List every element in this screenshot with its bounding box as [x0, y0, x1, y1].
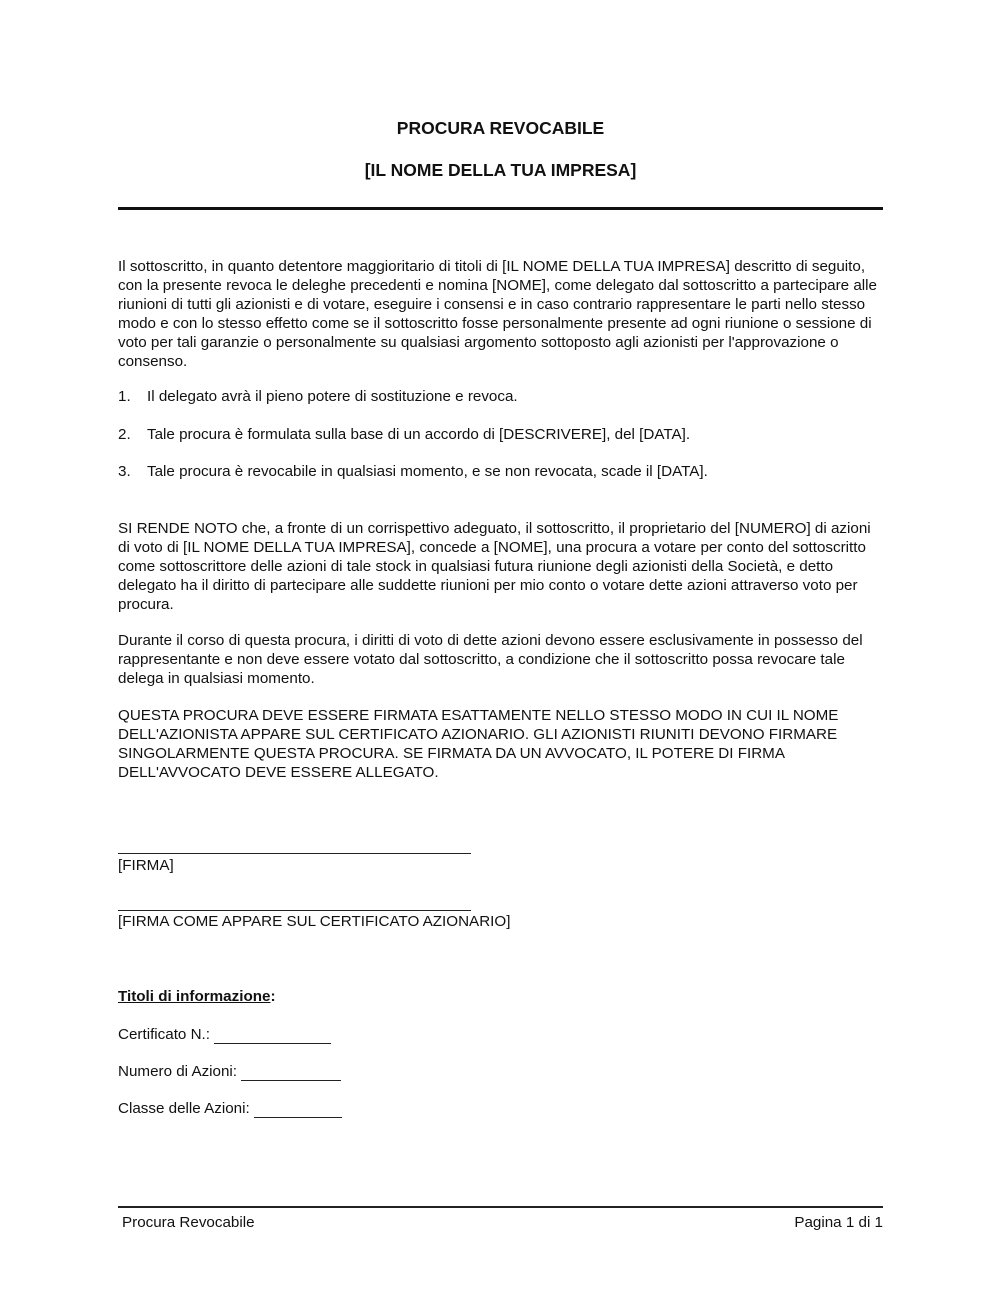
document-title: PROCURA REVOCABILE	[396, 118, 605, 138]
info-heading-text: Titoli di informazione	[118, 988, 271, 1005]
certificate-signature-label: [FIRMA COME APPARE SUL CERTIFICATO AZIONARIO]	[118, 913, 511, 930]
share-count-input[interactable]	[241, 1065, 341, 1081]
company-name-placeholder: [IL NOME DELLA TUA IMPRESA]	[364, 160, 637, 180]
info-heading	[118, 987, 276, 1006]
header-divider	[118, 207, 883, 210]
footer-page-number: Pagina 1 di 1	[794, 1214, 883, 1231]
certificate-number-input[interactable]	[214, 1028, 331, 1044]
signature-label: [FIRMA]	[118, 857, 174, 874]
signature-line[interactable]	[118, 853, 471, 854]
notice-paragraph: SI RENDE NOTO che, a fronte di un corrispettivo adeguato, il sottoscritto, il proprietario del [NUMERO] di azioni di voto di [IL NOME DELLA TUA IMPRESA], concede a [NOME], una procura a votare per conto del sottoscritto come sottoscrittore delle azioni di tale stock in qualsiasi futura riunione degli azionisti della Società, e detto delegato ha il diritto di partecipare alle suddette riunioni per mio conto o votare dette azioni attraverso voto per procura.	[118, 520, 871, 613]
certificate-number-field	[118, 1025, 331, 1044]
field-label: Numero di Azioni:	[118, 1063, 238, 1080]
item-text: Il delegato avrà il pieno potere di sostituzione e revoca.	[147, 388, 518, 405]
signature-notice-paragraph: QUESTA PROCURA DEVE ESSERE FIRMATA ESATTAMENTE NELLO STESSO MODO IN CUI IL NOME DELL'AZIONISTA APPARE SUL CERTIFICATO AZIONARIO. GLI AZIONISTI RIUNITI DEVONO FIRMARE SINGOLARMENTE QUESTA PROCURA. SE FIRMATA DA UN AVVOCATO, IL POTERE DI FIRMA DELL'AVVOCATO DEVE ESSERE ALLEGATO.	[118, 707, 839, 781]
rights-paragraph: Durante il corso di questa procura, i diritti di voto di dette azioni devono essere esclusivamente in possesso del rappresentante e non deve essere votato dal sottoscritto, a condizione che il sottoscritto possa revocare tale delega in qualsiasi momento.	[118, 632, 863, 687]
document-page	[118, 0, 883, 1290]
share-class-input[interactable]	[254, 1102, 342, 1118]
item-number: 2.	[118, 426, 131, 443]
footer-divider	[118, 1206, 883, 1208]
item-text: Tale procura è formulata sulla base di un accordo di [DESCRIVERE], del [DATA].	[147, 426, 691, 443]
footer-document-name: Procura Revocabile	[122, 1214, 255, 1231]
item-text: Tale procura è revocabile in qualsiasi momento, e se non revocata, scade il [DATA].	[147, 463, 708, 480]
intro-paragraph: Il sottoscritto, in quanto detentore maggioritario di titoli di [IL NOME DELLA TUA IMPRESA] descritto di seguito, con la presente revoca le deleghe precedenti e nomina [NOME], come delegato dal sottoscritto a partecipare alle riunioni di tutti gli azionisti e di votare, eseguire i consensi e in caso contrario rappresentare le parti nello stesso modo e con lo stesso effetto come se il sottoscritto fosse personalmente presente ad ogni riunione o sessione di voto per tali garanzie o personalmente su qualsiasi argomento sottoposto agli azionisti per l'approvazione o consenso.	[118, 258, 877, 370]
item-number: 3.	[118, 463, 131, 480]
share-class-field	[118, 1099, 342, 1118]
field-label: Classe delle Azioni:	[118, 1100, 250, 1117]
certificate-signature-line[interactable]	[118, 910, 471, 911]
item-number: 1.	[118, 388, 131, 405]
info-heading-colon: :	[270, 988, 276, 1005]
share-count-field	[118, 1062, 341, 1081]
field-label: Certificato N.:	[118, 1026, 210, 1043]
